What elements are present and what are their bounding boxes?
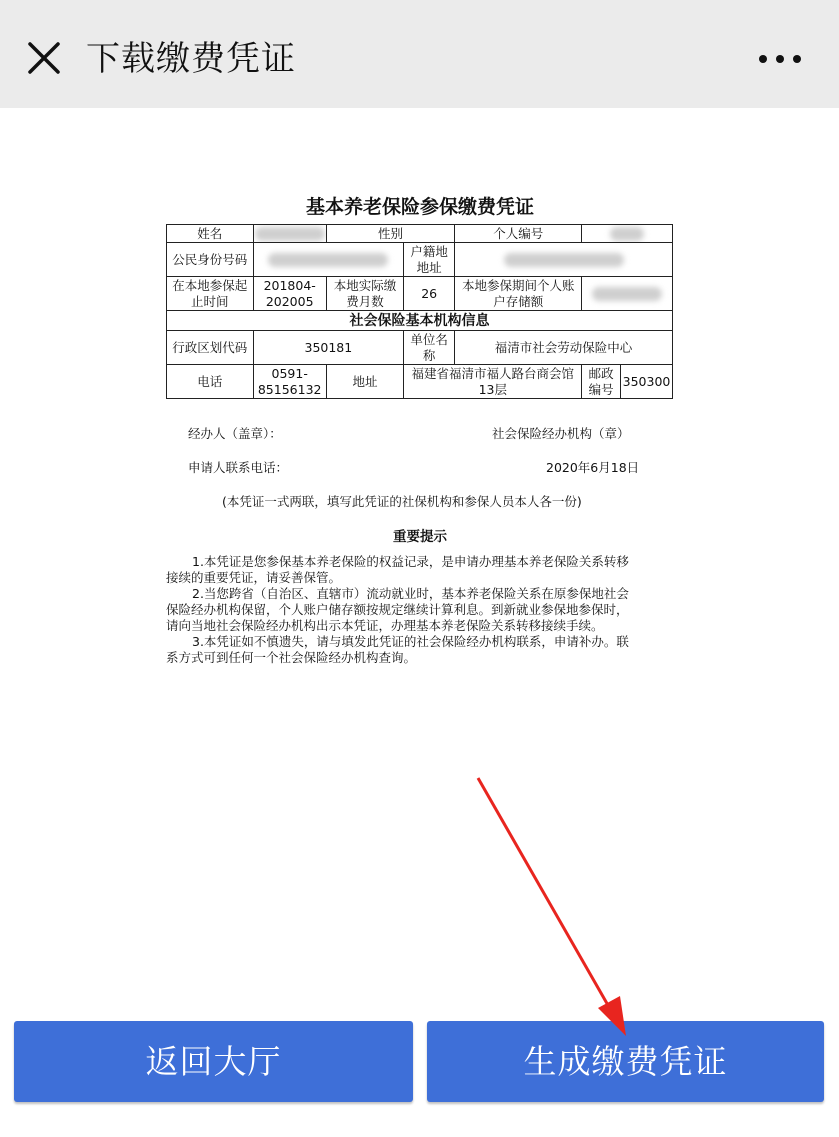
region-code-value: 350181 [253,331,404,365]
period-value: 201804-202005 [253,277,326,311]
period-label: 在本地参保起止时间 [167,277,254,311]
close-button[interactable] [22,36,66,80]
account-value-redacted [582,277,673,311]
unit-name-label: 单位名称 [404,331,455,365]
tips-title: 重要提示 [393,529,447,545]
close-icon [22,36,66,80]
tip-line: 保险经办机构保留，个人账户储存额按规定继续计算利息。到新就业参保地参保时， [166,602,629,617]
tip-line: 1.本凭证是您参保基本养老保险的权益记录，是申请办理基本养老保险关系转移 [192,554,629,569]
issue-date: 2020年6月18日 [546,460,640,475]
tip-line: 3.本凭证如不慎遗失，请与填发此凭证的社会保险经办机构联系，申请补办。联 [192,634,629,649]
agency-label: 社会保险经办机构（章） [492,426,630,441]
personal-no-label: 个人编号 [455,225,582,243]
months-value: 26 [404,277,455,311]
address-value: 福建省福清市福人路台商会馆13层 [404,365,582,399]
id-label: 公民身份号码 [167,243,254,277]
unit-name-value: 福清市社会劳动保险中心 [455,331,673,365]
tip-line: 请向当地社会保险经办机构出示本凭证，办理基本养老保险关系转移接续手续。 [166,618,604,633]
table-row [167,277,673,311]
certificate-table [166,224,673,399]
personal-no-value-redacted [582,225,673,243]
table-row [167,331,673,365]
table-row [167,225,673,243]
tip-line: 2.当您跨省（自治区、直辖市）流动就业时，基本养老保险关系在原参保地社会 [192,586,629,601]
phone-value: 0591-85156132 [253,365,326,399]
household-label: 户籍地地址 [404,243,455,277]
phone-label: 电话 [167,365,254,399]
generate-certificate-button[interactable]: 生成缴费凭证 [427,1021,824,1102]
name-value-redacted [253,225,326,243]
account-label: 本地参保期间个人账户存储额 [455,277,582,311]
postcode-label: 邮政编号 [582,365,621,399]
more-icon-dot [759,55,767,63]
back-to-hall-button[interactable]: 返回大厅 [14,1021,413,1102]
address-label: 地址 [326,365,403,399]
household-value-redacted [455,243,673,277]
tip-line: 接续的重要凭证，请妥善保管。 [166,570,342,585]
more-icon-dot [793,55,801,63]
copies-note: (本凭证一式两联，填写此凭证的社保机构和参保人员本人各一份) [222,494,582,509]
more-button[interactable] [757,46,805,72]
table-row [167,365,673,399]
table-row [167,243,673,277]
gender-label: 性别 [326,225,454,243]
certificate-title: 基本养老保险参保缴费凭证 [305,196,534,218]
handler-label: 经办人（盖章）： [188,426,282,441]
months-label: 本地实际缴费月数 [326,277,403,311]
region-code-label: 行政区划代码 [167,331,254,365]
applicant-phone-label: 申请人联系电话： [188,460,289,475]
table-row [167,311,673,331]
id-value-redacted [253,243,404,277]
postcode-value: 350300 [621,365,673,399]
name-label: 姓名 [167,225,254,243]
tip-line: 系方式可到任何一个社会保险经办机构查询。 [166,650,417,665]
org-section-title: 社会保险基本机构信息 [167,311,673,331]
more-icon-dot [776,55,784,63]
page-title: 下载缴费凭证 [86,39,296,79]
top-bar [0,0,839,108]
